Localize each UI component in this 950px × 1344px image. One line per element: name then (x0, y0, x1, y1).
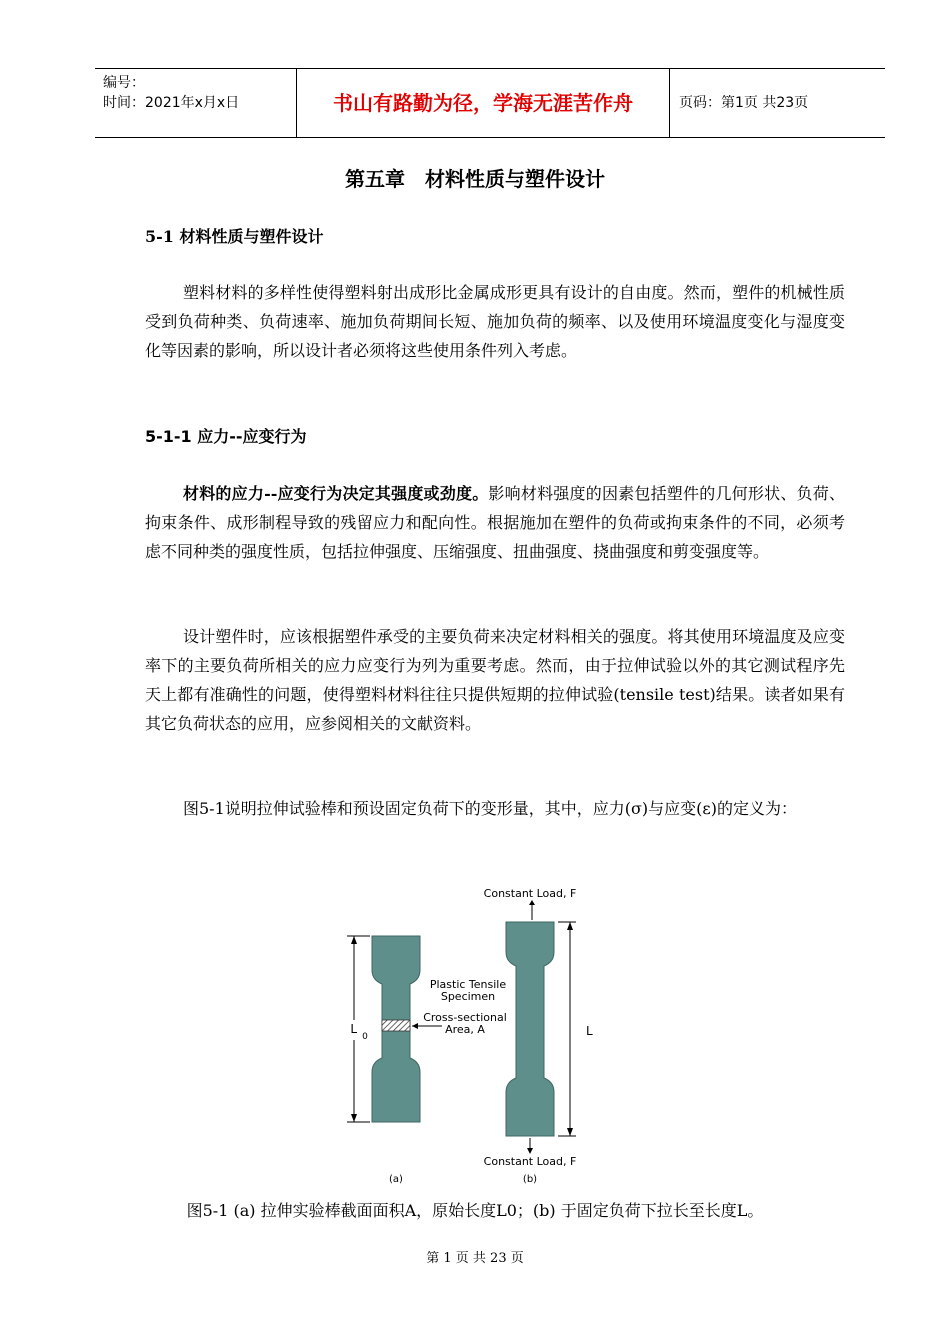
load-bottom-arrowhead (527, 1148, 533, 1154)
paragraph-2-bold: 材料的应力--应变行为决定其强度或劲度。 (183, 484, 489, 503)
label-b: (b) (522, 1174, 538, 1185)
l0-subscript: 0 (362, 1032, 368, 1042)
specimen-label-line1: Plastic Tensile (429, 978, 507, 991)
paragraph-3: 设计塑件时，应该根据塑件承受的主要负荷来决定材料相关的强度。将其使用环境温度及应变率下的主要负荷所相关的应力应变行为列为重要考虑。然而，由于拉伸试验以外的其它测试程序先天上都有准确性的问题，使得塑料材料往往只提供短期的拉伸试验(tensile test)结果。读者如果有其它负荷状态的应用，应参阅相关的文献资料。 (145, 627, 845, 733)
chapter-title: 第五章 材料性质与塑件设计 (345, 167, 605, 191)
specimen-label-line2: Specimen (440, 990, 496, 1003)
load-top-arrowhead (529, 900, 535, 905)
tensile-specimen-figure (340, 880, 620, 1190)
l0-arrowhead-bottom (351, 1114, 357, 1122)
paragraph-1: 塑料材料的多样性使得塑料射出成形比金属成形更具有设计的自由度。然而，塑件的机械性质受到负荷种类、负荷速率、施加负荷期间长短、施加负荷的频率、以及使用环境温度变化与湿度变化等因素的影响，所以设计者必须将这些使用条件列入考虑。 (145, 283, 845, 360)
label-a: (a) (389, 1174, 403, 1185)
header-time-label: 时间：2021年x月x日 (103, 95, 240, 111)
specimen-b (506, 922, 554, 1136)
l-arrowhead-top (567, 922, 573, 930)
paragraph-2 (145, 479, 845, 566)
figure-caption: 图5-1 (a) 拉伸实验棒截面面积A，原始长度L0；(b) 于固定负荷下拉长至长度L。 (186, 1201, 764, 1220)
l-label: L (586, 1024, 593, 1038)
page-footer: 第 1 页 共 23 页 (426, 1251, 524, 1266)
area-pointer-head (412, 1023, 418, 1029)
subsection-title: 5-1-1 应力--应变行为 (145, 427, 307, 446)
header-page-label: 页码：第1页 共23页 (679, 95, 809, 111)
paragraph-4: 图5-1说明拉伸试验棒和预设固定负荷下的变形量，其中，应力(σ)与应变(ε)的定义为： (183, 799, 797, 818)
load-bottom-label: Constant Load, F (483, 1155, 577, 1168)
header-meta (103, 73, 293, 113)
l-arrowhead-bottom (567, 1128, 573, 1136)
l0-label: L (350, 1022, 357, 1036)
page-header (95, 68, 885, 138)
header-divider (669, 69, 670, 137)
area-label-line1: Cross-sectional (423, 1011, 507, 1024)
cross-section-hatch (382, 1020, 410, 1031)
area-label-line2: Area, A (445, 1023, 485, 1036)
header-id-label: 编号： (103, 75, 145, 91)
paragraph-2-rest: 影响材料强度的因素包括塑件的几何形状、负荷、拘束条件、成形制程导致的残留应力和配向性。根据施加在塑件的负荷或拘束条件的不同，必须考虑不同种类的强度性质，包括拉伸强度、压缩强度、扭曲强度、挠曲强度和剪变强度等。 (145, 484, 845, 561)
load-top-label: Constant Load, F (483, 887, 577, 900)
section-title: 5-1 材料性质与塑件设计 (145, 227, 324, 246)
header-motto: 书山有路勤为径，学海无涯苦作舟 (333, 91, 633, 115)
l0-arrowhead-top (351, 936, 357, 944)
